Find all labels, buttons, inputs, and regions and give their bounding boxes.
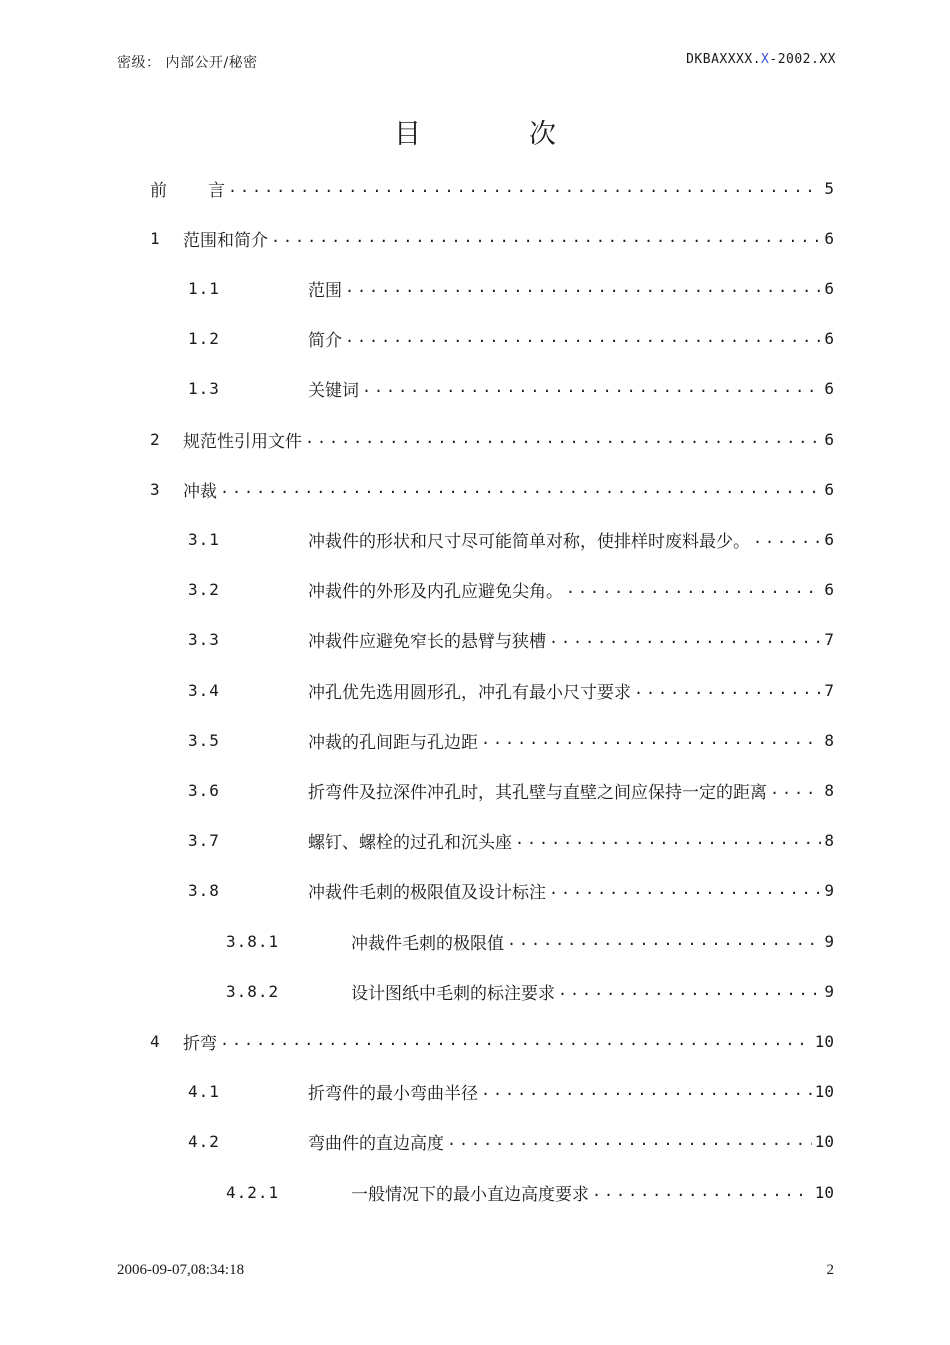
toc-dot-leader: [566, 581, 821, 602]
toc-entry-number: 4.2: [188, 1132, 220, 1152]
toc-entry-label: 折弯件及拉深件冲孔时，其孔壁与直壁之间应保持一定的距离: [308, 782, 767, 803]
toc-entry-label: 冲孔优先选用圆形孔，冲孔有最小尺寸要求: [308, 682, 631, 703]
toc-entry-page: 6: [824, 228, 834, 248]
document-code-accent: X: [761, 52, 770, 67]
toc-entry-number: 前: [150, 180, 168, 201]
title-char-2: 次: [529, 119, 556, 150]
toc-entry-label: 冲裁件毛刺的极限值: [351, 933, 504, 954]
toc-dot-leader: [549, 882, 821, 903]
toc-dot-leader: [305, 431, 821, 452]
classification-label: 密级： 内部公开/秘密: [117, 55, 258, 71]
document-code-prefix: DKBAXXXX.: [686, 52, 762, 67]
toc-entry-number: 1: [150, 228, 161, 248]
toc-dot-leader: [507, 933, 821, 954]
toc-entry-label: 弯曲件的直边高度: [308, 1134, 444, 1155]
toc-entry[interactable]: [0, 373, 834, 405]
toc-dot-leader: [770, 782, 821, 803]
toc-entry-number: 3.6: [188, 780, 220, 800]
toc-entry-page: 6: [824, 479, 834, 499]
toc-entry-number: 3: [150, 479, 161, 499]
toc-entry-page: 6: [824, 429, 834, 449]
toc-entry-label: 冲裁的孔间距与孔边距: [308, 732, 478, 753]
toc-entry-label: 范围: [308, 280, 342, 301]
toc-entry-page: 8: [824, 831, 834, 851]
toc-entry-number: 2: [150, 429, 161, 449]
toc-entry-label: 折弯: [183, 1033, 217, 1054]
toc-entry-number: 4.2.1: [226, 1182, 280, 1202]
toc-entry-page: 10: [814, 1082, 834, 1102]
toc-entry-number: 3.4: [188, 680, 220, 700]
toc-entry[interactable]: [0, 875, 834, 907]
toc-entry[interactable]: [0, 1076, 834, 1108]
toc-dot-leader: [753, 531, 821, 552]
toc-entry[interactable]: [0, 423, 834, 455]
toc-entry-number: 1.1: [188, 278, 220, 298]
toc-entry-page: 9: [824, 981, 834, 1001]
toc-entry-page: 9: [824, 881, 834, 901]
toc-entry[interactable]: [0, 624, 834, 656]
toc-entry-label: 螺钉、螺栓的过孔和沉头座: [308, 833, 512, 854]
toc-entry-page: 7: [824, 680, 834, 700]
toc-entry-label: 冲裁件毛刺的极限值及设计标注: [308, 883, 546, 904]
toc-entry[interactable]: [0, 1126, 834, 1158]
toc-entry-number: 4: [150, 1031, 161, 1051]
toc-entry-page: 10: [814, 1182, 834, 1202]
document-code-suffix: -2002.XX: [769, 52, 836, 67]
title-char-1: 目: [394, 119, 421, 150]
toc-entry-page: 6: [824, 329, 834, 349]
toc-entry[interactable]: [0, 825, 834, 857]
toc-entry-label: 设计图纸中毛刺的标注要求: [351, 983, 555, 1004]
toc-entry[interactable]: [0, 523, 834, 555]
toc-dot-leader: [228, 180, 821, 201]
toc-dot-leader: [345, 330, 821, 351]
toc-entry-page: 9: [824, 931, 834, 951]
toc-entry[interactable]: [0, 574, 834, 606]
toc-entry[interactable]: [0, 323, 834, 355]
toc-entry[interactable]: [0, 172, 834, 204]
toc-entry-label: 折弯件的最小弯曲半径: [308, 1084, 478, 1105]
footer-page-number: 2: [826, 1262, 834, 1278]
toc-entry-number: 4.1: [188, 1082, 220, 1102]
toc-entry[interactable]: [0, 1025, 834, 1057]
toc-entry-label: 关键词: [308, 381, 359, 402]
toc-entry-number: 3.8: [188, 881, 220, 901]
toc-entry[interactable]: [0, 1176, 834, 1208]
document-code: [686, 52, 836, 67]
toc-entry-label: 冲裁件应避免窄长的悬臂与狭槽: [308, 632, 546, 653]
toc-entry[interactable]: [0, 674, 834, 706]
toc-dot-leader: [345, 280, 821, 301]
toc-entry-page: 6: [824, 278, 834, 298]
toc-entry-page: 8: [824, 780, 834, 800]
toc-entry[interactable]: [0, 473, 834, 505]
toc-entry-number: 3.2: [188, 580, 220, 600]
toc-entry-number: 3.1: [188, 529, 220, 549]
toc-entry-number: 3.8.1: [226, 931, 280, 951]
toc-entry-page: 6: [824, 580, 834, 600]
toc-entry-number: 3.3: [188, 630, 220, 650]
toc-entry-label: 冲裁件的形状和尺寸尽可能简单对称，使排样时废料最少。: [308, 531, 750, 552]
toc-entry-label: 规范性引用文件: [183, 431, 302, 452]
toc-entry-label: 范围和简介: [183, 230, 268, 251]
toc-entry-page: 7: [824, 630, 834, 650]
toc-entry[interactable]: [0, 975, 834, 1007]
toc-dot-leader: [634, 682, 821, 703]
toc-entry-page: 10: [814, 1132, 834, 1152]
toc-dot-leader: [447, 1133, 812, 1154]
toc-dot-leader: [481, 1083, 812, 1104]
toc-dot-leader: [515, 832, 821, 853]
footer-timestamp: 2006-09-07,08:34:18: [117, 1262, 245, 1278]
toc-entry-number: 1.3: [188, 379, 220, 399]
toc-entry-label: 冲裁: [183, 481, 217, 502]
toc-entry-label: 言: [208, 180, 225, 201]
toc-dot-leader: [558, 983, 821, 1004]
toc-entry[interactable]: [0, 272, 834, 304]
toc-dot-leader: [592, 1184, 812, 1205]
toc-entry-page: 6: [824, 379, 834, 399]
toc-entry-page: 6: [824, 529, 834, 549]
toc-entry-label: 简介: [308, 331, 342, 352]
toc-entry-page: 5: [824, 178, 834, 198]
toc-dot-leader: [362, 380, 821, 401]
toc-entry-number: 3.8.2: [226, 981, 280, 1001]
toc-dot-leader: [481, 732, 821, 753]
toc-entry[interactable]: [0, 774, 834, 806]
toc-entry[interactable]: [0, 925, 834, 957]
toc-entry-number: 1.2: [188, 329, 220, 349]
toc-entry[interactable]: [0, 724, 834, 756]
toc-dot-leader: [220, 481, 821, 502]
toc-dot-leader: [549, 631, 821, 652]
toc-entry-label: 冲裁件的外形及内孔应避免尖角。: [308, 582, 563, 603]
toc-entry-number: 3.5: [188, 730, 220, 750]
toc-entry-number: 3.7: [188, 831, 220, 851]
page-title: [0, 112, 950, 151]
toc-dot-leader: [220, 1033, 812, 1054]
toc-entry-label: 一般情况下的最小直边高度要求: [351, 1184, 589, 1205]
toc-entry-page: 10: [814, 1031, 834, 1051]
toc-entry[interactable]: [0, 222, 834, 254]
toc-entry-page: 8: [824, 730, 834, 750]
toc-dot-leader: [271, 230, 821, 251]
